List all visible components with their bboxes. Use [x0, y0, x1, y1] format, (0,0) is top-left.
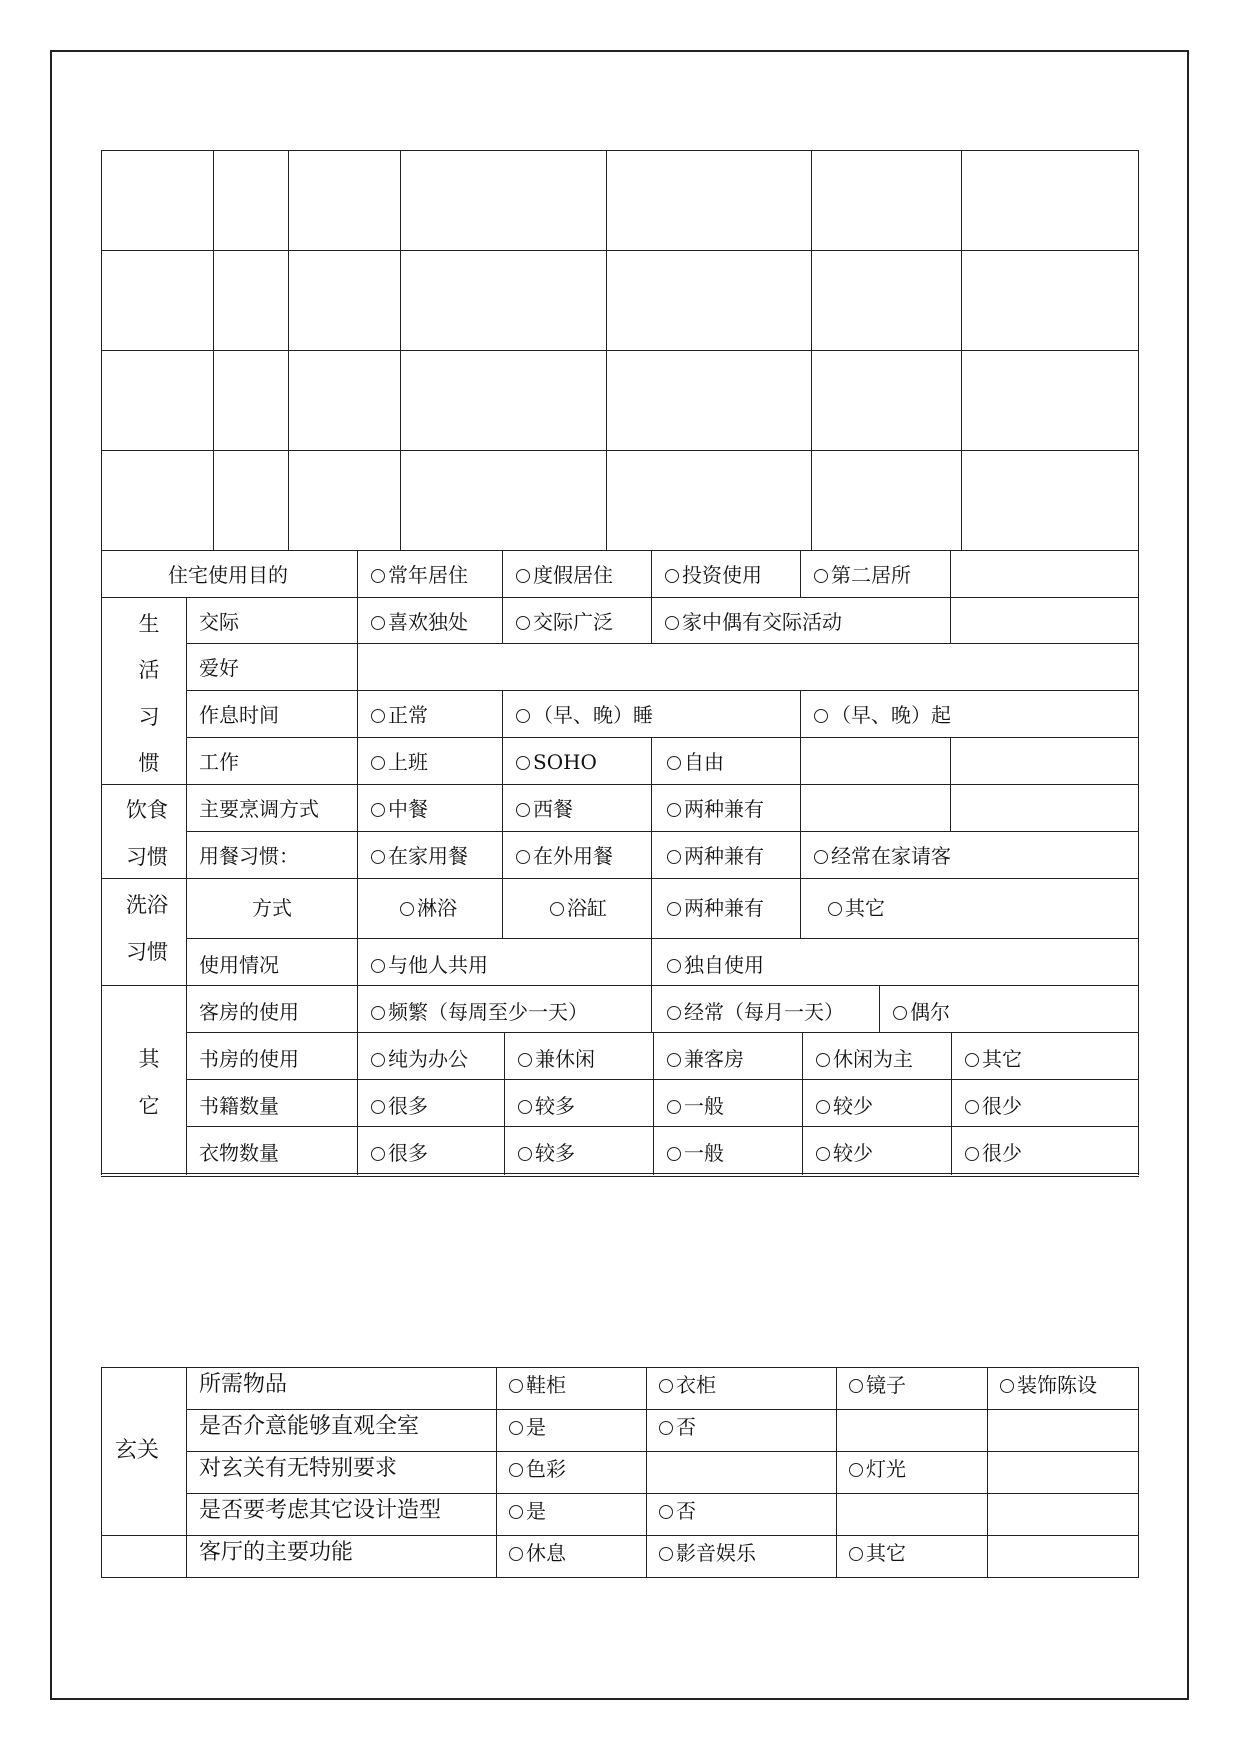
- radio-circle-icon: [667, 1100, 681, 1114]
- bath-method-option[interactable]: 两种兼有: [667, 896, 764, 920]
- purpose-option[interactable]: 第二居所: [814, 563, 911, 587]
- work-option[interactable]: 上班: [371, 750, 428, 774]
- clothes-option[interactable]: 一般: [667, 1141, 724, 1165]
- dining-label: 用餐习惯：: [199, 844, 299, 868]
- radio-circle-icon: [667, 803, 681, 817]
- radio-circle-icon: [518, 1100, 532, 1114]
- bath-usage-label: 使用情况: [199, 953, 279, 977]
- purpose-option[interactable]: 常年居住: [371, 563, 468, 587]
- radio-circle-icon: [509, 1379, 523, 1393]
- work-option[interactable]: SOHO: [516, 750, 597, 774]
- life-habits-char: 惯: [138, 751, 160, 775]
- radio-circle-icon: [550, 902, 564, 916]
- radio-circle-icon: [814, 850, 828, 864]
- page-border: [50, 50, 1189, 1700]
- radio-circle-icon: [665, 569, 679, 583]
- books-label: 书籍数量: [199, 1094, 279, 1118]
- clothes-option[interactable]: 较多: [518, 1141, 575, 1165]
- hobby-label: 爱好: [199, 656, 239, 680]
- study-option[interactable]: 其它: [965, 1047, 1022, 1071]
- books-option[interactable]: 很多: [371, 1094, 428, 1118]
- foyer-group-label: 玄关: [115, 1438, 160, 1463]
- cooking-option[interactable]: 中餐: [371, 797, 428, 821]
- radio-circle-icon: [965, 1147, 979, 1161]
- radio-circle-icon: [659, 1421, 673, 1435]
- books-option[interactable]: 很少: [965, 1094, 1022, 1118]
- radio-circle-icon: [518, 1053, 532, 1067]
- radio-circle-icon: [965, 1053, 979, 1067]
- bath-usage-option[interactable]: 与他人共用: [371, 953, 488, 977]
- radio-circle-icon: [516, 616, 530, 630]
- radio-circle-icon: [659, 1547, 673, 1561]
- radio-circle-icon: [509, 1505, 523, 1519]
- foyer-items-option[interactable]: 装饰陈设: [1000, 1373, 1097, 1397]
- foyer-view-option[interactable]: 是: [509, 1415, 546, 1439]
- clothes-option[interactable]: 较少: [816, 1141, 873, 1165]
- living-function-option[interactable]: 休息: [509, 1541, 566, 1565]
- radio-circle-icon: [893, 1006, 907, 1020]
- living-function-option[interactable]: 其它: [849, 1541, 906, 1565]
- study-option[interactable]: 纯为办公: [371, 1047, 468, 1071]
- radio-circle-icon: [816, 1100, 830, 1114]
- guest-room-option[interactable]: 经常（每月一天）: [667, 1000, 844, 1024]
- schedule-label: 作息时间: [199, 703, 279, 727]
- radio-circle-icon: [518, 1147, 532, 1161]
- diet-group-label: 习惯: [126, 845, 168, 869]
- radio-circle-icon: [667, 959, 681, 973]
- dining-option[interactable]: 在家用餐: [371, 844, 468, 868]
- living-function-option[interactable]: 影音娱乐: [659, 1541, 756, 1565]
- life-habits-char: 习: [138, 705, 160, 729]
- foyer-design-option[interactable]: 是: [509, 1499, 546, 1523]
- bath-method-option[interactable]: 其它: [828, 896, 885, 920]
- radio-circle-icon: [371, 1006, 385, 1020]
- foyer-items-label: 所需物品: [199, 1372, 288, 1397]
- cooking-option[interactable]: 西餐: [516, 797, 573, 821]
- radio-circle-icon: [667, 1147, 681, 1161]
- foyer-requirements-option[interactable]: 色彩: [509, 1457, 566, 1481]
- radio-circle-icon: [667, 1053, 681, 1067]
- foyer-design-option[interactable]: 否: [659, 1499, 696, 1523]
- clothes-label: 衣物数量: [199, 1141, 279, 1165]
- bath-method-label: 方式: [252, 896, 292, 920]
- foyer-view-option[interactable]: 否: [659, 1415, 696, 1439]
- guest-room-option[interactable]: 频繁（每周至少一天）: [371, 1000, 588, 1024]
- bath-group-label: 洗浴: [126, 893, 168, 917]
- work-option[interactable]: 自由: [667, 750, 724, 774]
- radio-circle-icon: [516, 709, 530, 723]
- radio-circle-icon: [667, 756, 681, 770]
- radio-circle-icon: [371, 803, 385, 817]
- foyer-requirements-label: 对玄关有无特别要求: [199, 1456, 398, 1481]
- radio-circle-icon: [1000, 1379, 1014, 1393]
- diet-group-label: 饮食: [126, 798, 168, 822]
- foyer-requirements-option[interactable]: 灯光: [849, 1457, 906, 1481]
- radio-circle-icon: [371, 850, 385, 864]
- foyer-items-option[interactable]: 衣柜: [659, 1373, 716, 1397]
- purpose-label: 住宅使用目的: [168, 563, 288, 587]
- clothes-option[interactable]: 很多: [371, 1141, 428, 1165]
- schedule-option[interactable]: （早、晚）起: [814, 703, 951, 727]
- radio-circle-icon: [371, 1100, 385, 1114]
- radio-circle-icon: [371, 569, 385, 583]
- purpose-option[interactable]: 投资使用: [665, 563, 762, 587]
- bath-usage-option[interactable]: 独自使用: [667, 953, 764, 977]
- clothes-option[interactable]: 很少: [965, 1141, 1022, 1165]
- radio-circle-icon: [667, 1006, 681, 1020]
- hobby-input[interactable]: [358, 644, 1138, 689]
- radio-circle-icon: [814, 569, 828, 583]
- radio-circle-icon: [665, 616, 679, 630]
- radio-circle-icon: [849, 1463, 863, 1477]
- social-option[interactable]: 交际广泛: [516, 610, 613, 634]
- radio-circle-icon: [849, 1379, 863, 1393]
- radio-circle-icon: [371, 616, 385, 630]
- foyer-items-option[interactable]: 镜子: [849, 1373, 906, 1397]
- radio-circle-icon: [667, 850, 681, 864]
- social-option[interactable]: 家中偶有交际活动: [665, 610, 842, 634]
- radio-circle-icon: [371, 709, 385, 723]
- dining-option[interactable]: 经常在家请客: [814, 844, 951, 868]
- life-habits-char: 活: [138, 658, 160, 682]
- study-option[interactable]: 休闲为主: [816, 1047, 913, 1071]
- living-function-label: 客厅的主要功能: [199, 1540, 354, 1565]
- radio-circle-icon: [509, 1421, 523, 1435]
- radio-circle-icon: [814, 709, 828, 723]
- dining-option[interactable]: 在外用餐: [516, 844, 613, 868]
- radio-circle-icon: [816, 1147, 830, 1161]
- cooking-label: 主要烹调方式: [199, 797, 319, 821]
- radio-circle-icon: [371, 756, 385, 770]
- radio-circle-icon: [516, 803, 530, 817]
- study-label: 书房的使用: [199, 1047, 299, 1071]
- social-option[interactable]: 喜欢独处: [371, 610, 468, 634]
- guest-room-label: 客房的使用: [199, 1000, 299, 1024]
- radio-circle-icon: [371, 1147, 385, 1161]
- social-label: 交际: [199, 610, 239, 634]
- guest-room-option[interactable]: 偶尔: [893, 1000, 950, 1024]
- radio-circle-icon: [965, 1100, 979, 1114]
- bath-group-label: 习惯: [126, 940, 168, 964]
- books-option[interactable]: 较多: [518, 1094, 575, 1118]
- cooking-option[interactable]: 两种兼有: [667, 797, 764, 821]
- foyer-items-option[interactable]: 鞋柜: [509, 1373, 566, 1397]
- foyer-view-label: 是否介意能够直观全室: [199, 1414, 420, 1439]
- radio-circle-icon: [659, 1379, 673, 1393]
- work-label: 工作: [199, 750, 239, 774]
- dining-option[interactable]: 两种兼有: [667, 844, 764, 868]
- radio-circle-icon: [371, 1053, 385, 1067]
- radio-circle-icon: [849, 1547, 863, 1561]
- other-group-char: 其: [138, 1047, 160, 1071]
- schedule-option[interactable]: 正常: [371, 703, 428, 727]
- life-habits-char: 生: [138, 612, 160, 636]
- radio-circle-icon: [516, 756, 530, 770]
- radio-circle-icon: [516, 569, 530, 583]
- study-option[interactable]: 兼客房: [667, 1047, 744, 1071]
- radio-circle-icon: [400, 902, 414, 916]
- books-option[interactable]: 较少: [816, 1094, 873, 1118]
- radio-circle-icon: [667, 902, 681, 916]
- radio-circle-icon: [509, 1463, 523, 1477]
- bath-method-option[interactable]: 浴缸: [550, 896, 607, 920]
- study-option[interactable]: 兼休闲: [518, 1047, 595, 1071]
- radio-circle-icon: [816, 1053, 830, 1067]
- radio-circle-icon: [371, 959, 385, 973]
- radio-circle-icon: [516, 850, 530, 864]
- books-option[interactable]: 一般: [667, 1094, 724, 1118]
- purpose-option[interactable]: 度假居住: [516, 563, 613, 587]
- radio-circle-icon: [828, 902, 842, 916]
- foyer-design-label: 是否要考虑其它设计造型: [199, 1498, 442, 1523]
- bath-method-option[interactable]: 淋浴: [400, 896, 457, 920]
- schedule-option[interactable]: （早、晚）睡: [516, 703, 653, 727]
- radio-circle-icon: [659, 1505, 673, 1519]
- radio-circle-icon: [509, 1547, 523, 1561]
- other-group-char: 它: [138, 1094, 160, 1118]
